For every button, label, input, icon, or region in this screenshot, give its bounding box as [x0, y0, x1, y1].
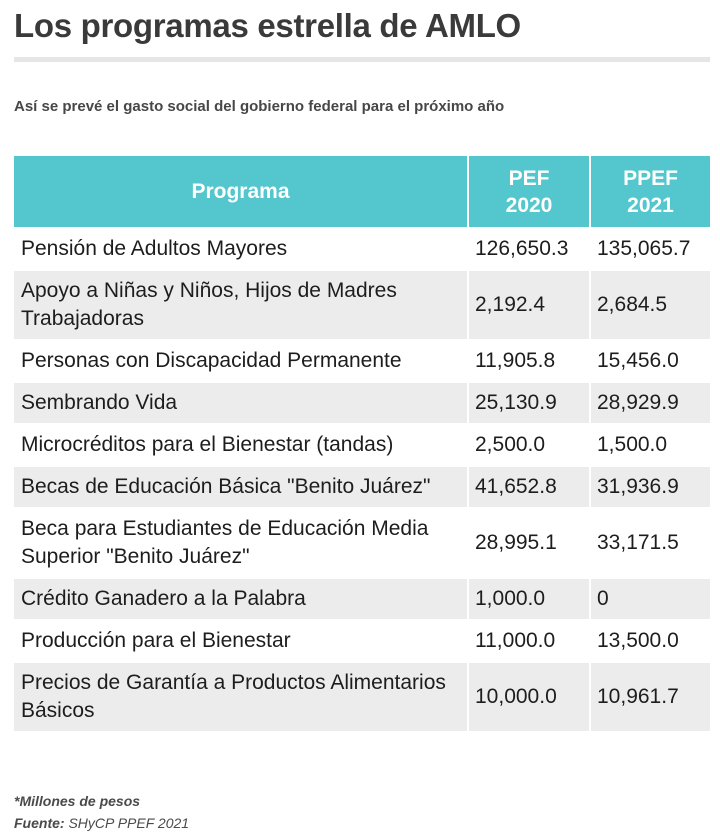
table-row	[14, 339, 710, 381]
table-row	[14, 661, 710, 731]
cell-ppef-2021: 0	[589, 577, 710, 619]
cell-programa: Pensión de Adultos Mayores	[14, 227, 467, 269]
cell-programa: Becas de Educación Básica "Benito Juárez"	[14, 465, 467, 507]
cell-ppef-2021: 15,456.0	[589, 339, 710, 381]
cell-ppef-2021: 135,065.7	[589, 227, 710, 269]
table-header-row	[14, 156, 710, 227]
cell-ppef-2021: 28,929.9	[589, 381, 710, 423]
table-row	[14, 381, 710, 423]
title-divider	[14, 57, 710, 62]
source-note	[14, 815, 189, 831]
header-ppef-label: PPEF	[623, 166, 678, 190]
table-row	[14, 465, 710, 507]
cell-pef-2020: 28,995.1	[467, 507, 589, 577]
cell-programa: Apoyo a Niñas y Niños, Hijos de Madres Trabajadoras	[14, 269, 467, 339]
header-programa: Programa	[14, 156, 467, 227]
cell-ppef-2021: 33,171.5	[589, 507, 710, 577]
cell-pef-2020: 2,192.4	[467, 269, 589, 339]
cell-programa: Sembrando Vida	[14, 381, 467, 423]
header-pef-2020	[467, 156, 589, 227]
table-row	[14, 619, 710, 661]
cell-pef-2020: 2,500.0	[467, 423, 589, 465]
cell-pef-2020: 1,000.0	[467, 577, 589, 619]
cell-pef-2020: 11,000.0	[467, 619, 589, 661]
units-note: *Millones de pesos	[14, 793, 141, 809]
header-pef-label: PEF	[508, 166, 550, 190]
spending-table	[14, 156, 710, 731]
header-pef-year: 2020	[505, 193, 553, 217]
cell-programa: Beca para Estudiantes de Educación Media Superior "Benito Juárez"	[14, 507, 467, 577]
cell-ppef-2021: 1,500.0	[589, 423, 710, 465]
cell-ppef-2021: 31,936.9	[589, 465, 710, 507]
table-row	[14, 507, 710, 577]
cell-pef-2020: 126,650.3	[467, 227, 589, 269]
cell-programa: Producción para el Bienestar	[14, 619, 467, 661]
table-row	[14, 227, 710, 269]
header-ppef-2021	[589, 156, 710, 227]
cell-programa: Personas con Discapacidad Permanente	[14, 339, 467, 381]
table-row	[14, 423, 710, 465]
table-row	[14, 577, 710, 619]
source-value: SHyCP PPEF 2021	[68, 815, 190, 831]
cell-programa: Crédito Ganadero a la Palabra	[14, 577, 467, 619]
cell-programa: Precios de Garantía a Productos Alimentarios Básicos	[14, 661, 467, 731]
cell-ppef-2021: 2,684.5	[589, 269, 710, 339]
cell-pef-2020: 11,905.8	[467, 339, 589, 381]
header-ppef-year: 2021	[627, 193, 674, 217]
cell-pef-2020: 41,652.8	[467, 465, 589, 507]
cell-ppef-2021: 13,500.0	[589, 619, 710, 661]
table-row	[14, 269, 710, 339]
subtitle: Así se prevé el gasto social del gobierno federal para el próximo año	[14, 98, 505, 115]
cell-programa: Microcréditos para el Bienestar (tandas)	[14, 423, 467, 465]
cell-pef-2020: 10,000.0	[467, 661, 589, 731]
table-body	[14, 227, 710, 731]
source-label: Fuente:	[14, 815, 65, 831]
cell-pef-2020: 25,130.9	[467, 381, 589, 423]
page-title: Los programas estrella de AMLO	[14, 7, 521, 44]
cell-ppef-2021: 10,961.7	[589, 661, 710, 731]
